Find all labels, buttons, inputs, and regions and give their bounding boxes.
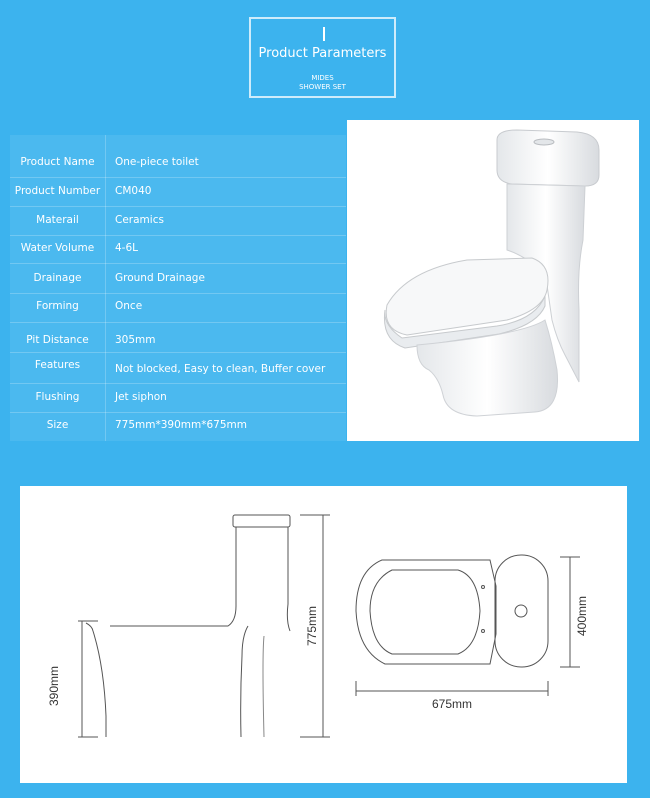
param-row-flushing [10, 384, 346, 412]
param-value: 775mm*390mm*675mm [115, 419, 247, 431]
param-value: CM040 [115, 185, 152, 197]
param-value: 305mm [115, 334, 156, 346]
dim-label-total-height: 775mm [305, 605, 319, 646]
param-value: Once [115, 300, 143, 312]
param-value: Ceramics [115, 214, 164, 226]
header-accent-mark [323, 27, 325, 41]
param-value: One-piece toilet [115, 156, 199, 168]
param-label: Pit Distance [26, 334, 89, 346]
param-row-product-name [10, 149, 346, 177]
param-label: Water Volume [20, 242, 95, 254]
dim-label-length: 675mm [432, 697, 473, 711]
param-row-water-volume [10, 235, 346, 263]
param-row-product-number [10, 178, 346, 206]
bowl-outline [86, 623, 248, 737]
dimension-diagram [20, 486, 627, 783]
param-label: Drainage [33, 272, 82, 284]
param-label: Product Number [14, 185, 101, 197]
param-label: Product Name [20, 156, 95, 168]
dim-label-width: 400mm [575, 595, 589, 636]
header-subtitle-brand: MIDES [311, 74, 334, 82]
bowl-rim-top [370, 570, 480, 654]
param-value: Not blocked, Easy to clean, Buffer cover [115, 363, 326, 375]
toilet-illustration [347, 120, 639, 441]
param-label: Materail [36, 214, 79, 226]
param-value: Ground Drainage [115, 272, 205, 284]
param-row-features [10, 352, 346, 380]
tank-outline [110, 527, 290, 631]
tank-top-outline [495, 555, 548, 667]
param-value: 4-6L [115, 242, 138, 254]
param-row-forming [10, 293, 346, 321]
header-title-box [249, 17, 396, 98]
param-row-material [10, 207, 346, 235]
seat-outline-top [356, 560, 496, 664]
row-divider [10, 322, 346, 323]
row-divider [10, 263, 346, 264]
tank-lid-outline [233, 515, 290, 527]
technical-drawing [20, 486, 627, 783]
param-row-size [10, 412, 346, 440]
param-value: Jet siphon [115, 391, 167, 403]
param-label: Size [46, 419, 69, 431]
header-subtitle-product: SHOWER SET [299, 83, 346, 91]
param-label: Forming [36, 300, 79, 312]
param-row-drainage [10, 265, 346, 293]
flush-button-top [515, 605, 527, 617]
product-photo [347, 120, 639, 441]
param-label: Features [34, 359, 81, 371]
page-title: Product Parameters [258, 46, 387, 61]
param-row-pit-distance [10, 327, 346, 355]
param-label: Flushing [35, 391, 80, 403]
pedestal-line [263, 636, 264, 737]
dim-label-base-height: 390mm [47, 665, 61, 706]
